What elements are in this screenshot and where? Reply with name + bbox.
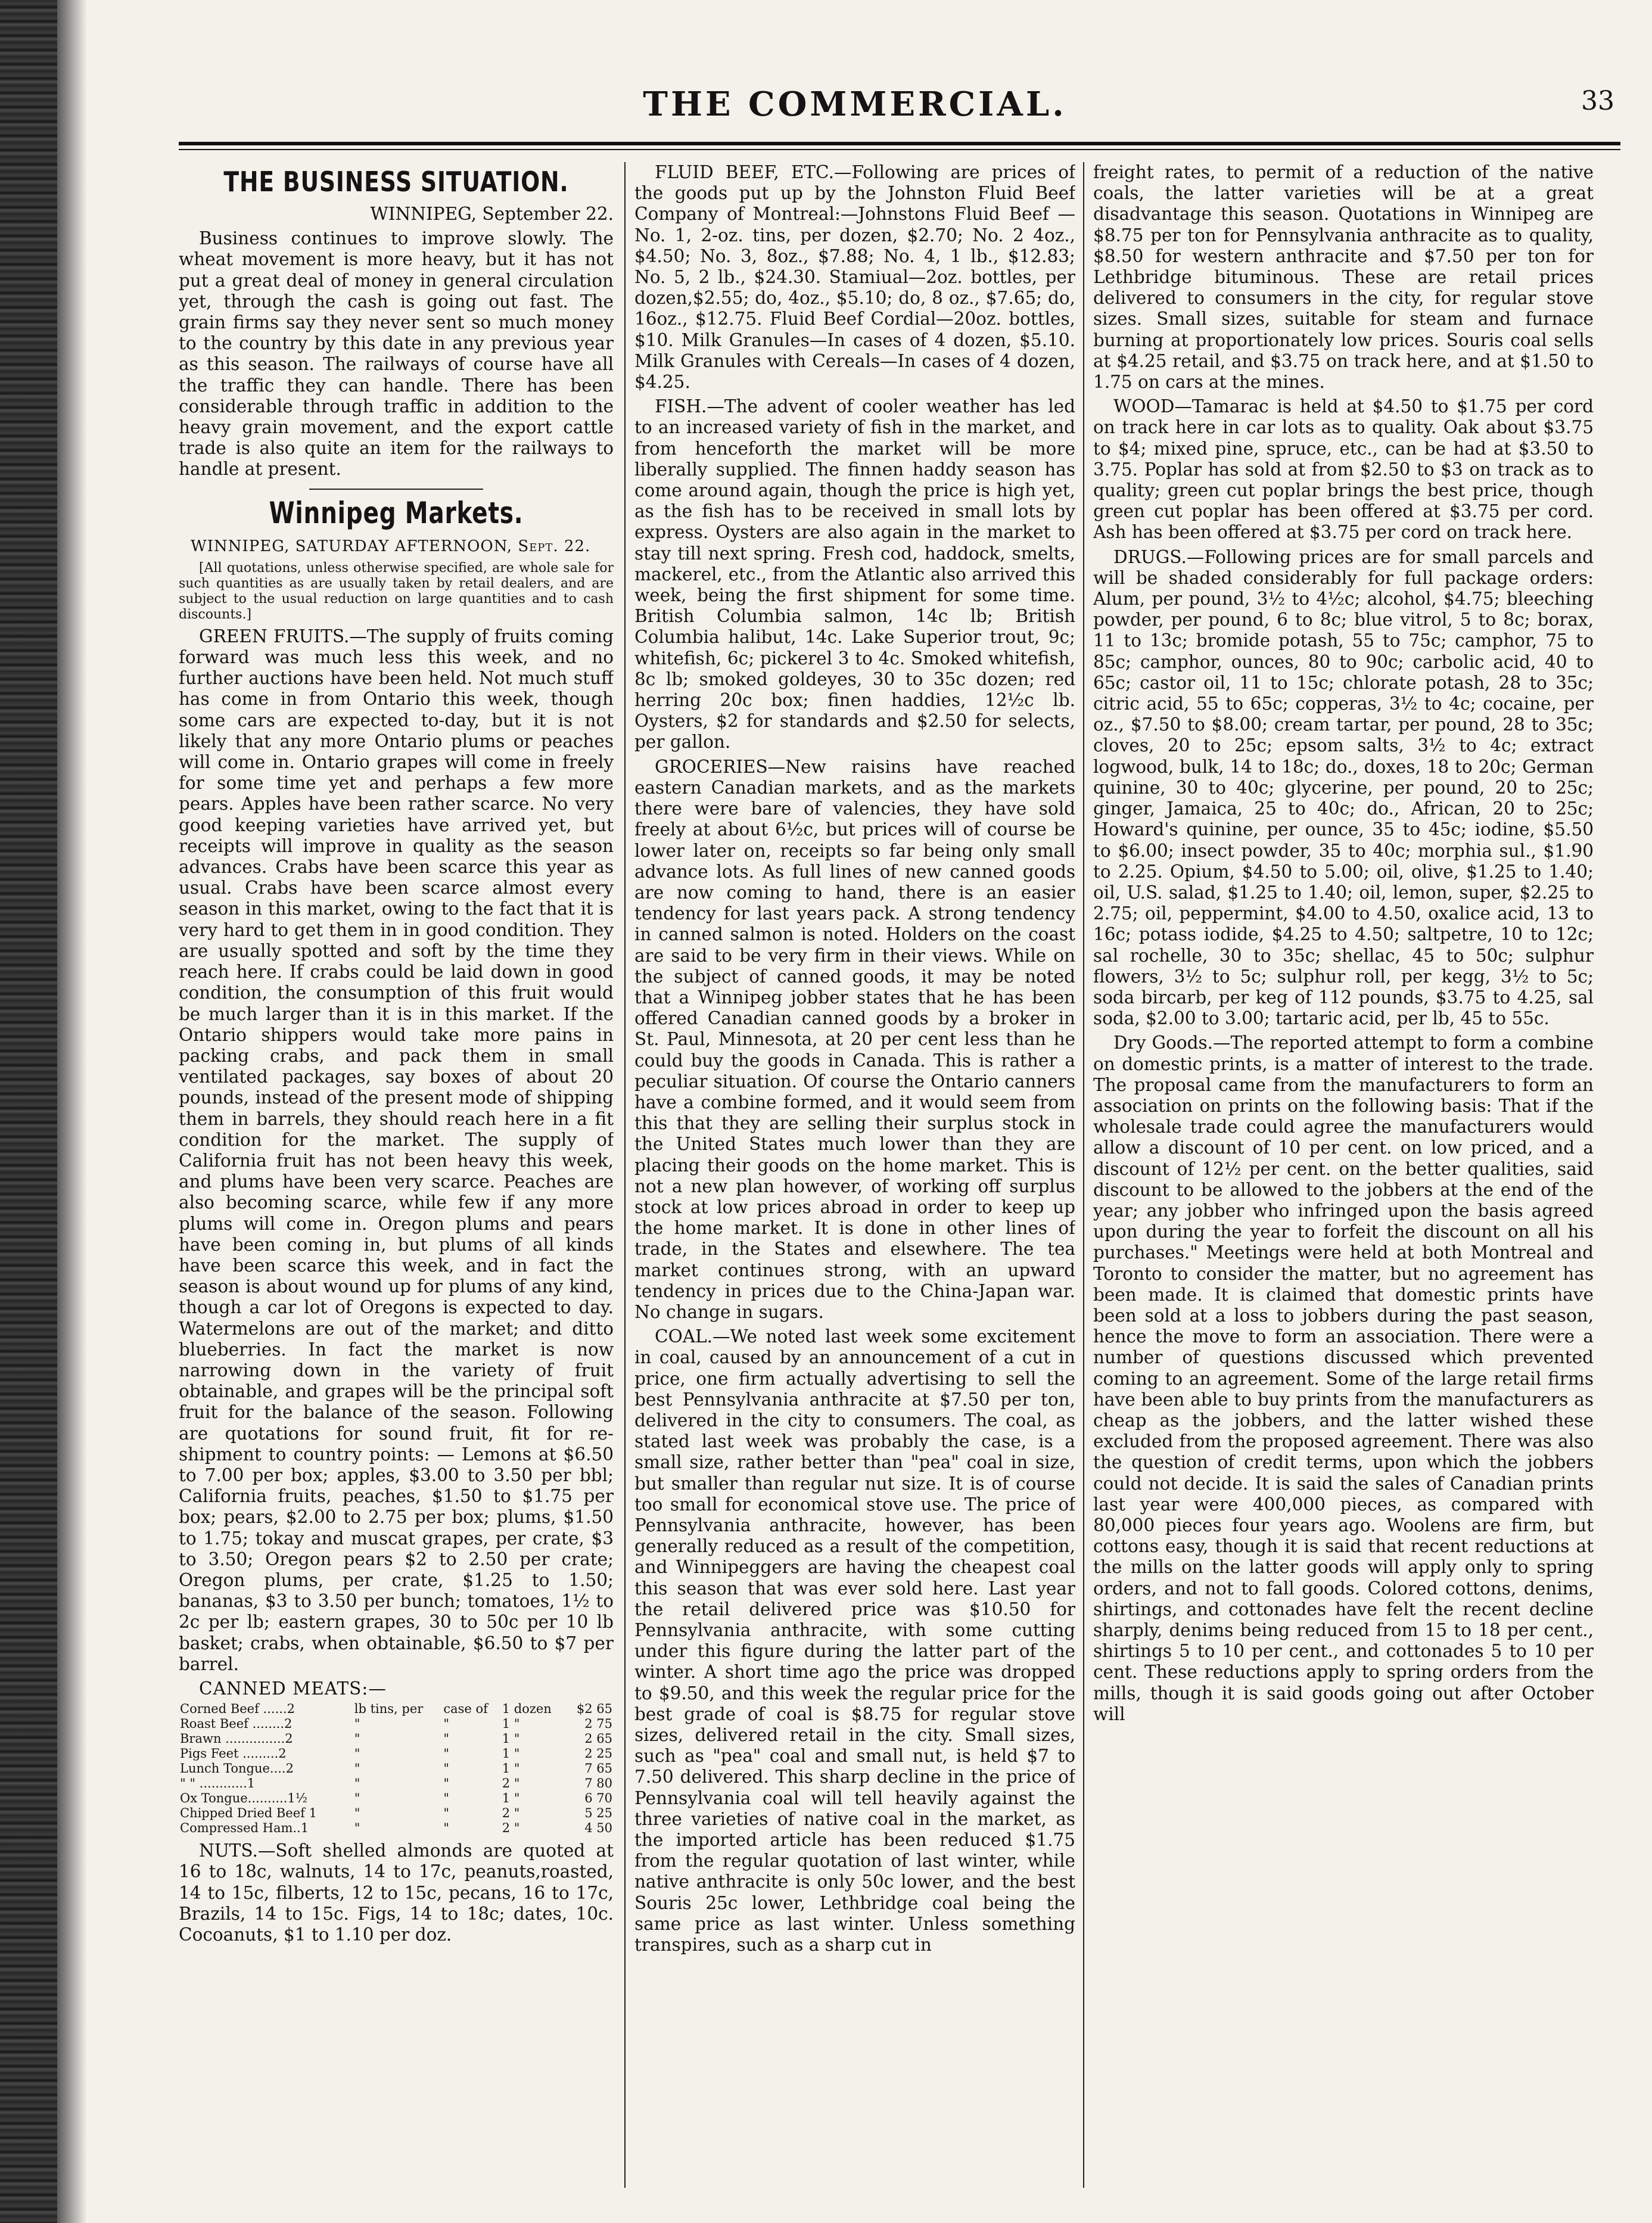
business-dateline: WINNIPEG, September 22. [370, 204, 614, 224]
markets-dateline: WINNIPEG, SATURDAY AFTERNOON, Sept. 22. [191, 537, 591, 555]
meat-qty: 2 " [502, 1806, 520, 1821]
canned-meats-table [179, 1702, 614, 1836]
meat-unit: " [354, 1731, 360, 1746]
meat-item: Corned Beef ......2 [180, 1702, 295, 1717]
meat-per: " [443, 1761, 450, 1776]
section-divider [309, 489, 483, 490]
masthead-rule [179, 142, 1620, 145]
business-situation-heading: THE BUSINESS SITUATION. [223, 166, 569, 198]
meat-qty: 1 dozen [502, 1702, 552, 1717]
meat-qty: 2 " [502, 1821, 520, 1836]
meat-price: 5 25 [584, 1806, 612, 1821]
meat-price: 2 65 [584, 1731, 612, 1746]
column-2 [634, 162, 1075, 2194]
meat-price: 6 70 [584, 1791, 612, 1806]
meat-qty: 1 " [502, 1791, 520, 1806]
page-number: 33 [1581, 86, 1614, 116]
meat-qty: 1 " [502, 1717, 520, 1731]
newspaper-title: THE COMMERCIAL. [643, 85, 1067, 124]
coal-continued-paragraph: freight rates, to permit of a reduction of the native coals, the latter varieties will be at a great disadvantage this season. Quotations in Winnipeg are $8.75 per ton for Pennsylvania anthracite as to quality, $8.50 for western anthracite and $7.50 per ton for Lethbridge bituminous. These are retail prices delivered to consumers in the city, for regular stove sizes. Small sizes, suitable for steam and furnace burning at proportionately low prices. Souris coal sells at $4.25 retail, and $3.75 on track here, and at $1.50 to 1.75 on cars at the mines. [1093, 162, 1594, 393]
meat-item: Roast Beef ........2 [180, 1717, 293, 1731]
drugs-paragraph: DRUGS.—Following prices are for small parcels and will be shaded considerably for full package orders: Alum, per pound, 3½ to 4½c; alcohol, $4.75; bleeching powder, per pound, 6 to 8c; blue vitrol, 5 to 8c; borax, 11 to 13c; bromide potash, 55 to 75c; camphor, 75 to 85c; camphor, ounces, 80 to 90c; carbolic acid, 40 to 65c; castor oil, 11 to 15c; chlorate potash, 28 to 35c; citric acid, 55 to 65c; copperas, 3½ to 4c; cocaine, per oz., $7.50 to $8.00; cream tartar, per pound, 28 to 35c; cloves, 20 to 25c; epsom salts, 3½ to 4c; extract logwood, bulk, 14 to 18c; do., doxes, 18 to 20c; German quinine, 30 to 40c; glycerine, per pound, 20 to 25c; ginger, Jamaica, 25 to 40c; do., African, 20 to 25c; Howard's quinine, per ounce, 35 to 45c; iodine, $5.50 to $6.00; insect powder, 35 to 40c; morphia sul., $1.90 to 2.25. Opium, $4.50 to 5.00; oil, olive, $1.25 to 1.40; oil, U.S. salad, $1.25 to 1.40; oil, lemon, super, $2.25 to 2.75; oil, peppermint, $4.00 to 4.50, oxalice acid, 13 to 16c; potass iodide, $4.25 to 4.50; saltpetre, 10 to 12c; sal rochelle, 30 to 35c; shellac, 45 to 50c; sulphur flowers, 3½ to 5c; sulphur roll, per kegg, 3½ to 5c; soda bircarb, per keg of 112 pounds, $3.75 to 4.25, sal soda, $2.00 to 3.00; tartaric acid, per lb, 45 to 55c. [1093, 546, 1594, 1029]
wood-paragraph: WOOD—Tamarac is held at $4.50 to $1.75 per cord on track here in car lots as to quality. Oak about $3.75 to $4; mixed pine, spruce, etc., can be had at $3.50 to 3.75. Poplar has sold at from $2.50 to $3 on track as to quality; green cut poplar brings the best price, though green cut poplar has been offered at $3.75 per cord. Ash has been offered at $3.75 per cord on track here. [1093, 396, 1594, 543]
meat-price: 4 50 [584, 1821, 612, 1836]
table-row [179, 1761, 614, 1776]
meat-per: " [443, 1717, 450, 1731]
column-3 [1093, 162, 1594, 2194]
meat-per: " [443, 1776, 450, 1791]
meat-per: " [443, 1821, 450, 1836]
meat-per: case of [443, 1702, 488, 1717]
table-row [179, 1717, 614, 1731]
page-binding-edge [0, 0, 57, 2223]
meat-item: Pigs Feet .........2 [180, 1746, 287, 1761]
table-row [179, 1821, 614, 1836]
meat-qty: 1 " [502, 1761, 520, 1776]
meat-per: " [443, 1746, 450, 1761]
winnipeg-markets-heading: Winnipeg Markets. [269, 495, 524, 530]
meat-item: Lunch Tongue....2 [180, 1761, 294, 1776]
table-row [179, 1702, 614, 1717]
meat-qty: 2 " [502, 1776, 520, 1791]
table-row [179, 1731, 614, 1746]
fluid-beef-paragraph: FLUID BEEF, ETC.—Following are prices of the goods put up by the Johnston Fluid Beef Company of Montreal:—Johnstons Fluid Beef —No. 1, 2-oz. tins, per dozen, $2.70; No. 2 4oz., $4.50; No. 3, 8oz., $7.88; No. 4, 1 lb., $12.83; No. 5, 2 lb., $24.30. Stamiual—2oz. bottles, per dozen,$2.55; do, 4oz., $5.10; do, 8 oz., $7.65; do, 16oz., $12.75. Fluid Beef Cordial—20oz. bottles, $10. Milk Granules—In cases of 4 dozen, $5.10. Milk Granules with Cereals—In cases of 4 dozen, $4.25. [634, 162, 1075, 393]
meat-price: 2 25 [584, 1746, 612, 1761]
meat-unit: " [354, 1806, 360, 1821]
table-row [179, 1806, 614, 1821]
coal-paragraph: COAL.—We noted last week some excitement in coal, caused by an announcement of a cut in price, one firm actually advertising to sell the best Pennsylvania anthracite at $7.50 per ton, delivered in the city to consumers. The coal, as stated last week was probably the case, is a small size, rather better than "pea" coal in size, but smaller than regular nut size. It is of course too small for economical stove use. The price of Pennsylvania anthracite, however, has been generally reduced as a result of the competition, and Winnipeggers are having the cheapest coal this season that was ever sold here. Last year the retail delivered price was $10.50 for Pennsylvania anthracite, with some cutting under this figure during the latter part of the winter. A short time ago the price was dropped to $9.50, and this week the regular price for the best grade of coal is $8.75 for regular stove sizes, delivered retail in the city. Small sizes, such as "pea" coal and small nut, is held $7 to 7.50 delivered. This sharp decline in the price of Pennsylvania coal will tell heavily against the three varieties of native coal in the market, as the imported article has been reduced $1.75 from the regular quotation of last winter, while native anthracite is only 50c lower, and the best Souris 25c lower, Lethbridge coal being the same price as last winter. Unless something transpires, such as a sharp cut in [634, 1326, 1075, 1955]
meat-price: $2 65 [576, 1702, 612, 1717]
column-1 [179, 162, 614, 2194]
column-divider [1083, 162, 1084, 2188]
binding-shadow [57, 0, 87, 2223]
meat-item: " " ............1 [180, 1776, 256, 1791]
groceries-paragraph: GROCERIES—New raisins have reached eastern Canadian markets, and as the markets there were bare of valencies, they have sold freely at about 6½c, but prices will of course be lower later on, receipts so far being only small advance lots. As full lines of new canned goods are now coming to hand, there is an easier tendency for last years pack. A strong tendency in canned salmon is noted. Holders on the coast are said to be very firm in their views. While on the subject of canned goods, it may be noted that a Winnipeg jobber states that he has been offered Canadian canned goods by a broker in St. Paul, Minnesota, at 20 per cent less than he could buy the goods in Canada. This is rather a peculiar situation. Of course the Ontario canners have a combine formed, and it would seem from this that they are selling their surplus stock in the United States much lower than they are placing their goods on the home market. This is not a new plan however, of working off surplus stock at low prices abroad in order to keep up the home market. It is done in other lines of trade, in the States and elsewhere. The tea market continues strong, with an upward tendency in prices due to the China-Japan war. No change in sugars. [634, 756, 1075, 1322]
meat-unit: " [354, 1791, 360, 1806]
meat-item: Ox Tongue..........1½ [180, 1791, 308, 1806]
meat-item: Compressed Ham..1 [180, 1821, 309, 1836]
business-paragraph: Business continues to improve slowly. The wheat movement is more heavy, but it has not put a great deal of money in general circulation yet, through the cash is going out fast. The grain firms say they never sent so much money to the country by this date in any previous year as this season. The railways of course have all the traffic they can handle. There has been considerable through traffic in addition to the heavy grain movement, and the export cattle trade is also quite an item for the railways to handle at present. [179, 228, 614, 480]
meat-price: 2 75 [584, 1717, 612, 1731]
table-row [179, 1791, 614, 1806]
column-divider [624, 162, 626, 2188]
meat-unit: lb tins, per [354, 1702, 424, 1717]
canned-meats-heading: CANNED MEATS:— [199, 1678, 387, 1699]
quotations-note: [All quotations, unless otherwise specified, are whole sale for such quantities as are usually taken by retail dealers, and are subject to the usual reduction on large quantities and to cash discounts.] [179, 560, 614, 622]
meat-qty: 1 " [502, 1746, 520, 1761]
masthead-rule-thin [179, 149, 1620, 150]
meat-price: 7 65 [584, 1761, 612, 1776]
table-row [179, 1776, 614, 1791]
meat-unit: " [354, 1746, 360, 1761]
meat-item: Brawn ...............2 [180, 1731, 293, 1746]
meat-per: " [443, 1731, 450, 1746]
meat-unit: " [354, 1717, 360, 1731]
green-fruits-paragraph: GREEN FRUITS.—The supply of fruits coming forward was much less this week, and no further auctions have been held. Not much stuff has come in from Ontario this week, though some cars are expected to-day, but it is not likely that any more Ontario plums or peaches will come in. Ontario grapes will come in freely for some time yet and perhaps a few more pears. Apples have been rather scarce. No very good keeping varieties have arrived yet, but receipts will improve in quality as the season advances. Crabs have been scarce this year as usual. Crabs have been scarce almost every season in this market, owing to the fact that it is very hard to get them in in good condition. They are usually spotted and soft by the time they reach here. If crabs could be laid down in good condition, the consumption of this fruit would be much larger than it is in this market. If the Ontario shippers would take more pains in packing crabs, and pack them in small ventilated packages, say boxes of about 20 pounds, instead of the present mode of shipping them in barrels, they should reach here in a fit condition for the market. The supply of California fruit has not been heavy this week, and plums have been very scarce. Peaches are also becoming scarce, while few if any more plums will come in. Oregon plums and pears have been coming in, but plums of all kinds have been scarce this week, and in fact the season is about wound up for plums of any kind, though a car lot of Oregons is expected to day. Watermelons are out of the market; and ditto blueberries. In fact the market is now narrowing down in the variety of fruit obtainable, and grapes will be the principal soft fruit for the balance of the season. Following are quotations for sound fruit, fit for re-shipment to country points: — Lemons at $6.50 to 7.00 per box; apples, $3.00 to 3.50 per bbl; California fruits, peaches, $1.50 to $1.75 per box; pears, $2.00 to 2.75 per box; plums, $1.50 to 1.75; tokay and muscat grapes, per crate, $3 to 3.50; Oregon pears $2 to 2.50 per crate; Oregon plums, per crate, $1.25 to 1.50; bananas, $3 to 3.50 per bunch; tomatoes, 1½ to 2c per lb; eastern grapes, 30 to 50c per 10 lb basket; crabs, when obtainable, $6.50 to $7 per barrel. [179, 626, 614, 1674]
meat-per: " [443, 1806, 450, 1821]
table-row [179, 1746, 614, 1761]
meat-price: 7 80 [584, 1776, 612, 1791]
meat-unit: " [354, 1761, 360, 1776]
dry-goods-paragraph: Dry Goods.—The reported attempt to form a combine on domestic prints, is a matter of interest to the trade. The proposal came from the manufacturers to form an association on prints on the following basis: That if the wholesale trade could agree the manufacturers would allow a discount of 10 per cent. on low priced, and a discount of 12½ per cent. on the better qualities, said discount to be allowed to the jobbers at the end of the year; any jobber who infringed upon the basis agreed upon during the year to forfeit the discount on all his purchases." Meetings were held at both Montreal and Toronto to consider the matter, but no agreement has been made. It is claimed that domestic prints have been sold at a loss to jobbers during the past season, hence the move to form an association. There were a number of questions discussed which prevented coming to an agreement. Some of the large retail firms have been able to buy prints from the manufacturers as cheap as the jobbers, and the latter wished these excluded from the proposed agreement. There was also the question of credit terms, upon which the jobbers could not decide. It is said the sales of Canadian prints last year were 400,000 pieces, as compared with 80,000 pieces four years ago. Woolens are firm, but cottons easy, though it is said that recent reductions at the mills on the latter goods will apply only to spring orders, and not to fall goods. Colored cottons, denims, shirtings, and cottonades have felt the recent decline sharply, denims being reduced from 15 to 18 per cent., shirtings 5 to 10 per cent., and cottonades 5 to 10 per cent. These reductions apply to spring orders from the mills, though it is said goods going out after October will [1093, 1033, 1594, 1724]
masthead [89, 76, 1620, 130]
meat-item: Chipped Dried Beef 1 [180, 1806, 317, 1821]
fish-paragraph: FISH.—The advent of cooler weather has led to an increased variety of fish in the market, and from henceforth the market will be more liberally supplied. The finnen haddy season has come around again, though the price is high yet, as the fish has to be received in small lots by express. Oysters are also again in the market to stay till next spring. Fresh cod, haddock, smelts, mackerel, etc., from the Atlantic also arrived this week, being the first shipment for some time. British Columbia salmon, 14c lb; British Columbia halibut, 14c. Lake Superior trout, 9c; whitefish, 6c; pickerel 3 to 4c. Smoked whitefish, 8c lb; smoked goldeyes, 30 to 35c dozen; red herring 20c box; finen haddies, 12½c lb. Oysters, $2 for standards and $2.50 for selects, per gallon. [634, 396, 1075, 753]
meat-unit: " [354, 1821, 360, 1836]
meat-unit: " [354, 1776, 360, 1791]
meat-qty: 1 " [502, 1731, 520, 1746]
meat-per: " [443, 1791, 450, 1806]
nuts-paragraph: NUTS.—Soft shelled almonds are quoted at 16 to 18c, walnuts, 14 to 17c, peanuts,roasted, 14 to 15c, filberts, 12 to 15c, pecans, 16 to 17c, Brazils, 14 to 15c. Figs, 14 to 18c; dates, 10c. Cocoanuts, $1 to 1.10 per doz. [179, 1840, 614, 1945]
